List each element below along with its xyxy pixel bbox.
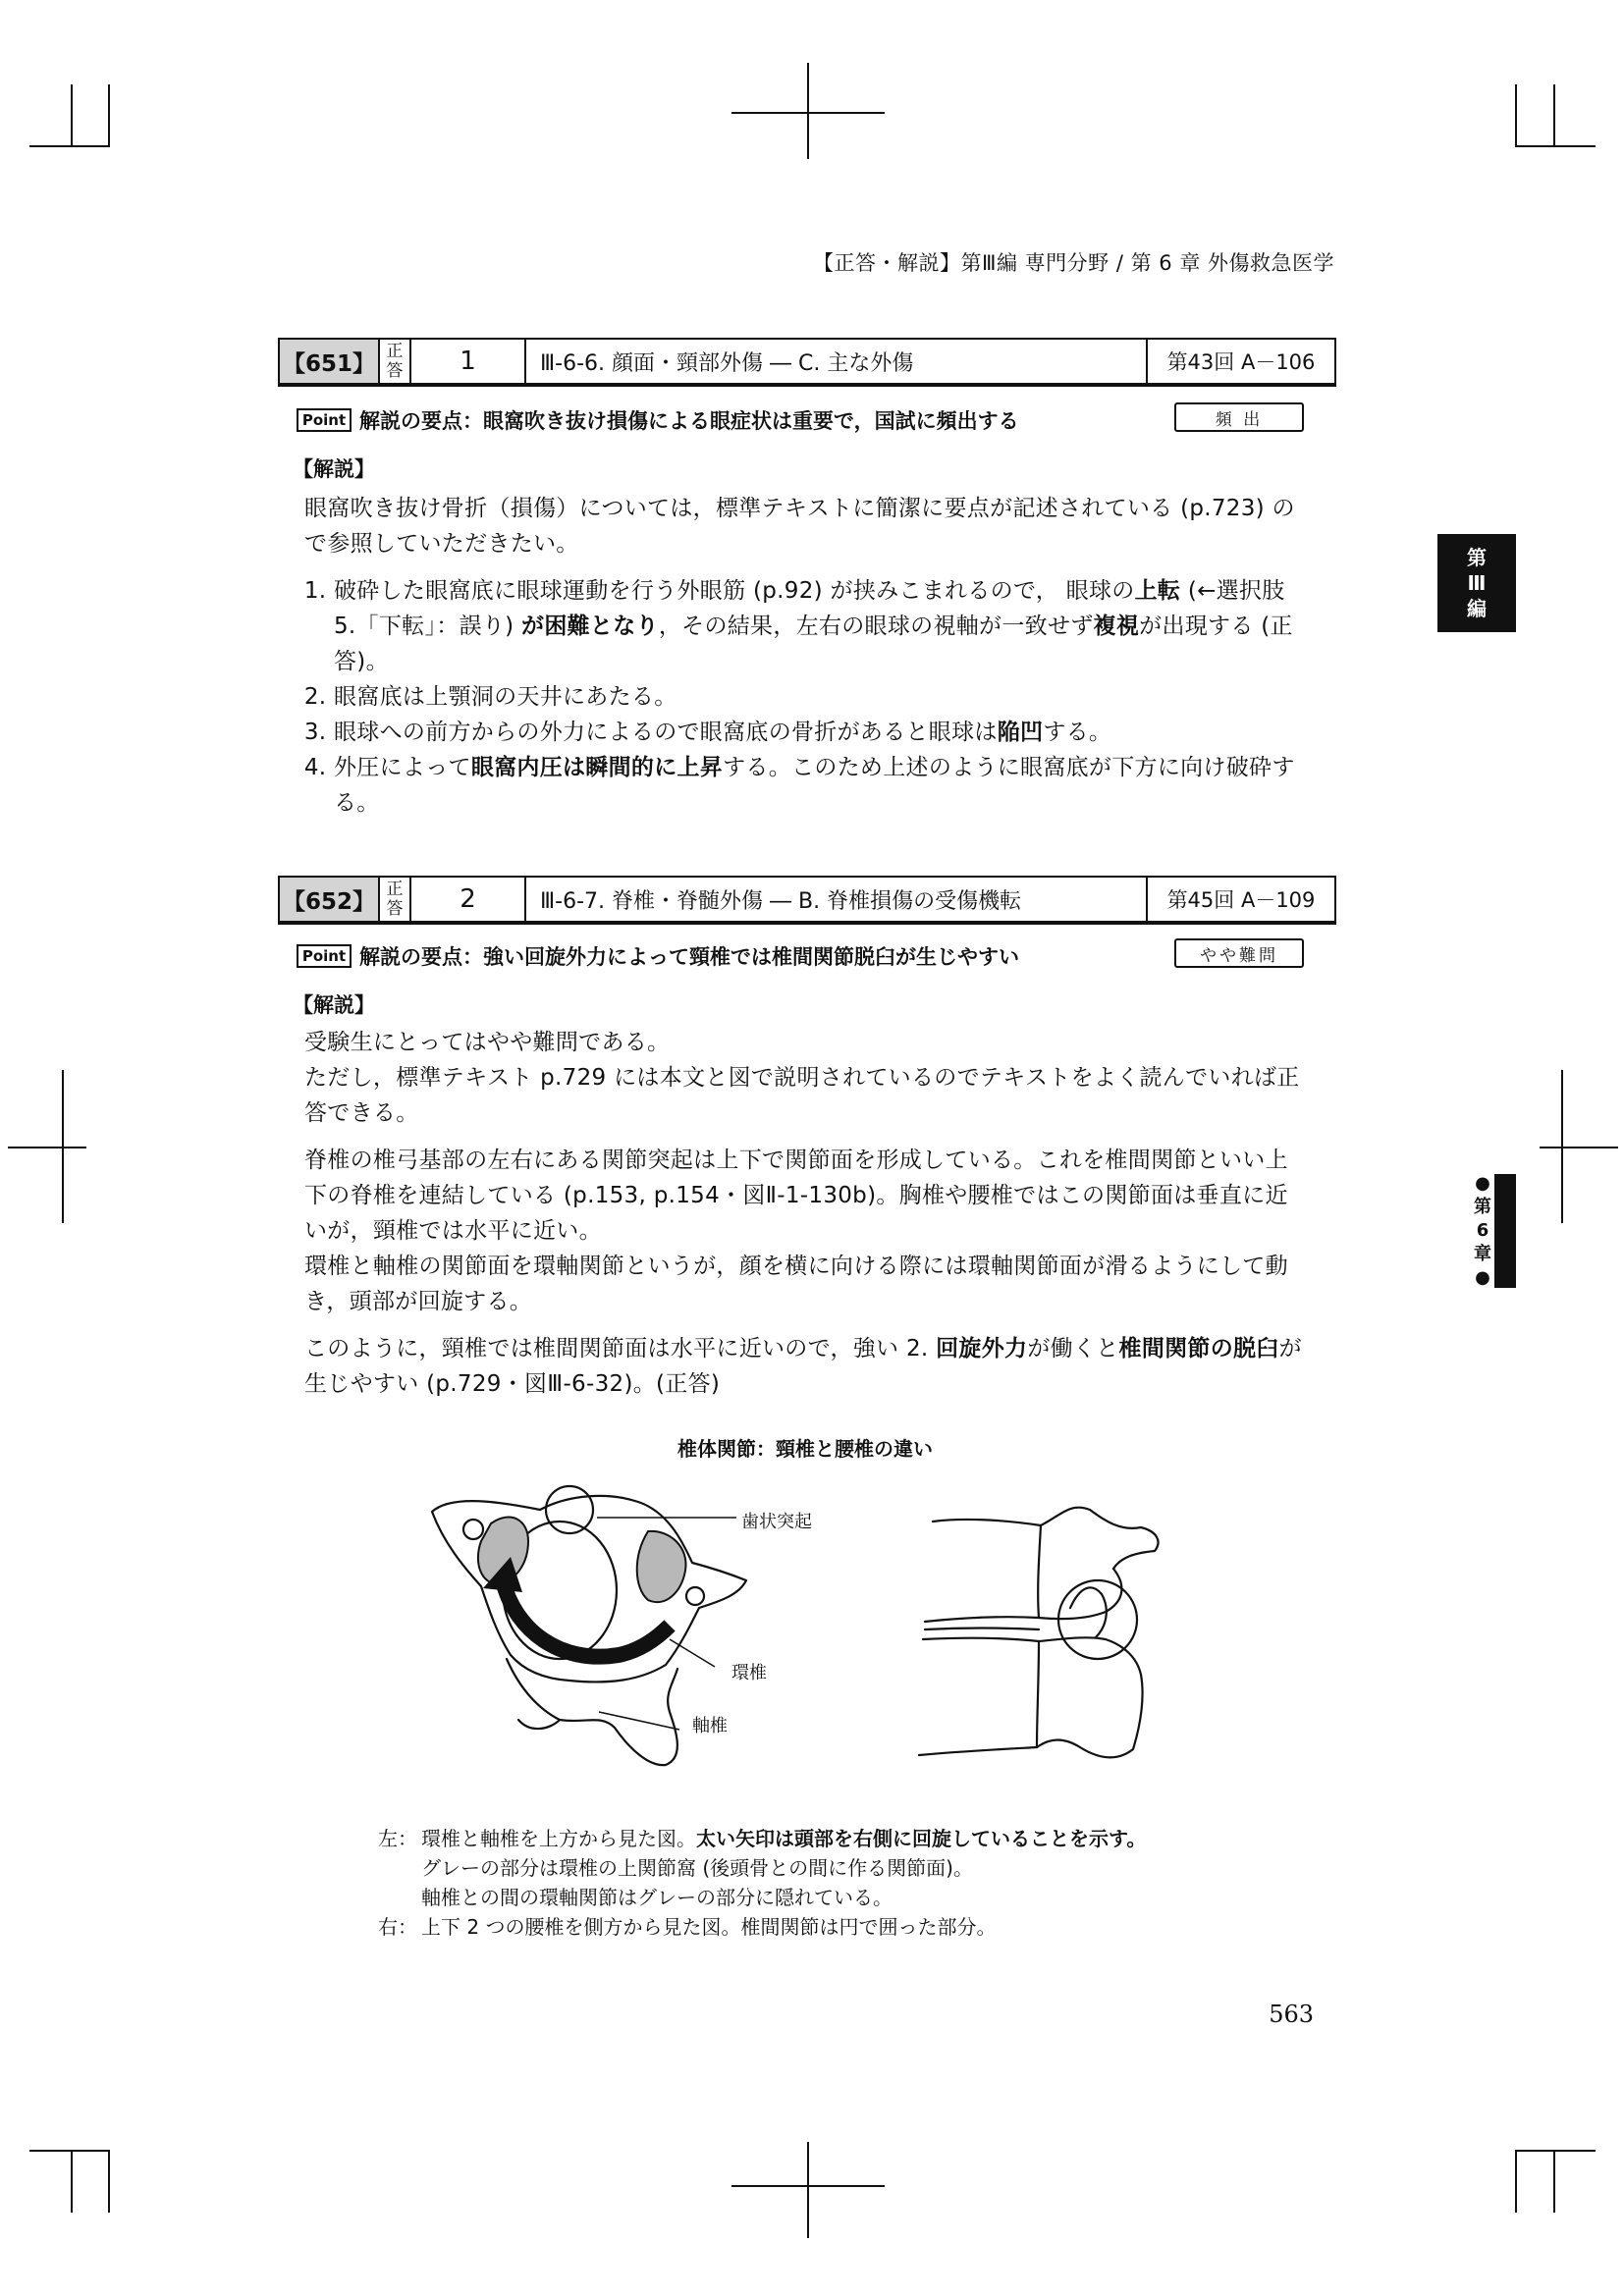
answer-label-char: 答 — [386, 899, 404, 919]
caption-left-line: グレーの部分は環椎の上関節窩 (後頭骨との間に作る関節面)。 — [421, 1856, 973, 1880]
list-item — [334, 573, 1306, 679]
point-row — [297, 404, 1318, 436]
text-run: 上下 2 つの腰椎を側方から見た図。椎間関節は円で囲った部分。 — [421, 1915, 997, 1939]
question-652-header — [278, 876, 1336, 925]
side-tab-part-char: 第 — [1467, 546, 1487, 569]
side-tab-chapter-char: ● — [1475, 1173, 1490, 1194]
answer-label-char: 正 — [386, 342, 404, 361]
question-number: 【651】 — [280, 340, 380, 383]
emphasis: 複視 — [1093, 614, 1140, 639]
side-tab-chapter-char: 章 — [1474, 1244, 1491, 1264]
answer-value: 2 — [411, 878, 526, 921]
emphasis: 陥凹 — [997, 720, 1044, 745]
side-tab-chapter — [1471, 1174, 1516, 1288]
text-run: が働くと — [1027, 1336, 1119, 1362]
point-badge: Point — [297, 944, 352, 968]
answer-label-char: 答 — [386, 361, 404, 381]
question-topic: Ⅲ-6-6. 顔面・頸部外傷 ― C. 主な外傷 — [526, 340, 1148, 383]
answer-label — [380, 340, 411, 383]
side-tab-part — [1437, 534, 1516, 632]
text-run: する。このため上述のように眼窩底が下方に向け破砕する。 — [334, 755, 1295, 816]
side-tab-chapter-char: ● — [1475, 1267, 1490, 1288]
intro-paragraph: 眼窩吹き抜け骨折（損傷）については，標準テキストに簡潔に要点が記述されている (p.723) ので参照していただきたい。 — [304, 496, 1295, 557]
label-dens: 歯状突起 — [741, 1512, 812, 1532]
caption-lead: 左： — [378, 1827, 417, 1850]
label-axis: 軸椎 — [692, 1716, 728, 1736]
text-run: 環椎と軸椎を上方から見た図。 — [421, 1827, 696, 1850]
foramen-left — [463, 1520, 483, 1539]
list-item — [334, 715, 1306, 750]
running-header: 【正答・解説】第Ⅲ編 専門分野 / 第 6 章 外傷救急医学 — [813, 251, 1334, 275]
figure-title: 椎体関節：頸椎と腰椎の違い — [677, 1437, 933, 1461]
emphasis: が困難となり — [521, 614, 659, 639]
side-tab-part-char: 編 — [1467, 597, 1487, 620]
emphasis: 上転 — [1134, 578, 1181, 604]
question-651-header — [278, 338, 1336, 387]
figure-caption — [378, 1824, 1146, 1942]
paragraph: 受験生にとってはやや難問である。 — [304, 1030, 671, 1055]
text-run: 破砕した眼窩底に眼球運動を行う外眼筋 (p.92) が挟みこまれるので， 眼球の — [334, 578, 1135, 604]
caption-left-line — [378, 1824, 1146, 1853]
text-run: ，その結果，左右の眼球の視軸が一致せず — [658, 614, 1094, 639]
text-run: する。 — [1043, 720, 1112, 745]
frequency-tag: 頻 出 — [1174, 402, 1304, 432]
section-heading: 【解説】 — [293, 457, 375, 481]
text-run: が出現する (正答)。 — [334, 614, 1293, 674]
side-tab-chapter-char: 第 — [1474, 1197, 1491, 1217]
point-text: 解説の要点：強い回旋外力によって頸椎では椎間関節脱臼が生じやすい — [359, 945, 1019, 969]
text-run: 眼球への前方からの外力によるので眼窩底の骨折があると眼球は — [334, 720, 998, 745]
answer-value: 1 — [411, 340, 526, 383]
paragraph: ただし，標準テキスト p.729 には本文と図で説明されているのでテキストをよく読んでいれば正答できる。 — [304, 1065, 1300, 1126]
side-tab-part-char: Ⅲ — [1467, 571, 1487, 595]
disc — [925, 1629, 1039, 1630]
lumbar-vertebrae-illustration — [913, 1492, 1208, 1777]
axis-outline — [507, 1659, 677, 1765]
superior-facet-right — [637, 1531, 686, 1602]
caption-right-line — [378, 1912, 1146, 1942]
list-item — [334, 750, 1306, 821]
text-run: が生じやすい (p.729・図Ⅲ-6-32)。(正答) — [304, 1336, 1302, 1397]
foramen-right — [686, 1587, 704, 1605]
question-number: 【652】 — [280, 878, 380, 921]
exam-reference: 第43回 A－106 — [1166, 350, 1316, 374]
explanation-body — [304, 491, 1306, 821]
answer-label-char: 正 — [386, 880, 404, 899]
caption-lead: 右： — [378, 1915, 417, 1939]
label-atlas: 環椎 — [731, 1663, 767, 1683]
paragraph — [304, 1331, 1306, 1402]
emphasis: 回旋外力 — [936, 1336, 1028, 1362]
text-run: (←選択肢 5.「下転」：誤り) — [334, 578, 1285, 639]
paragraph: 脊椎の椎弓基部の左右にある関節突起は上下で関節面を形成している。これを椎間関節といい上下の脊椎を連結している (p.153, p.154・図Ⅱ-1-130b)。胸椎や腰椎ではこの関節面は垂直に近いが，頸椎では水平に近い。 — [304, 1148, 1288, 1244]
emphasis: 眼窩内圧は瞬間的に上昇 — [470, 755, 724, 780]
question-topic: Ⅲ-6-7. 脊椎・脊髄外傷 ― B. 脊椎損傷の受傷機転 — [526, 878, 1148, 921]
explanation-list — [304, 573, 1306, 821]
text-run: このように，頸椎では椎間関節面は水平に近いので，強い 2. — [304, 1336, 937, 1362]
dens — [546, 1486, 593, 1533]
emphasis: 椎間関節の脱臼 — [1118, 1336, 1279, 1362]
leader-line-atlas — [670, 1639, 715, 1667]
point-row — [297, 940, 1318, 972]
upper-vertebral-body — [925, 1520, 1041, 1622]
list-item: 2. 眼窩底は上顎洞の天井にあたる。 — [334, 679, 1306, 715]
emphasis: 太い矢印は頭部を右側に回旋していることを示す。 — [696, 1827, 1147, 1850]
caption-left-line: 軸椎との間の環軸関節はグレーの部分に隠れている。 — [421, 1886, 893, 1909]
upper-pedicle — [1041, 1508, 1159, 1569]
section-heading: 【解説】 — [293, 993, 375, 1017]
text-run: 外圧によって — [334, 755, 471, 780]
side-tab-chapter-bar — [1494, 1174, 1516, 1288]
page-number: 563 — [1269, 2001, 1314, 2028]
lower-vertebral-body — [919, 1638, 1039, 1755]
paragraph: 環椎と軸椎の関節面を環軸関節というが，顔を横に向ける際には環軸関節面が滑るようにして動き，頭部が回旋する。 — [304, 1254, 1288, 1314]
point-badge: Point — [297, 408, 352, 432]
exam-reference: 第45回 A－109 — [1166, 888, 1316, 912]
leader-line-axis — [599, 1712, 679, 1730]
frequency-tag: やや難問 — [1174, 938, 1304, 968]
explanation-body — [304, 1025, 1306, 1402]
axis-spinous — [518, 1720, 560, 1729]
answer-label — [380, 878, 411, 921]
point-text: 解説の要点：眼窩吹き抜け損傷による眼症状は重要で，国試に頻出する — [359, 409, 1019, 433]
side-tab-chapter-char: 6 — [1476, 1220, 1489, 1241]
lower-pedicle — [1037, 1637, 1143, 1757]
